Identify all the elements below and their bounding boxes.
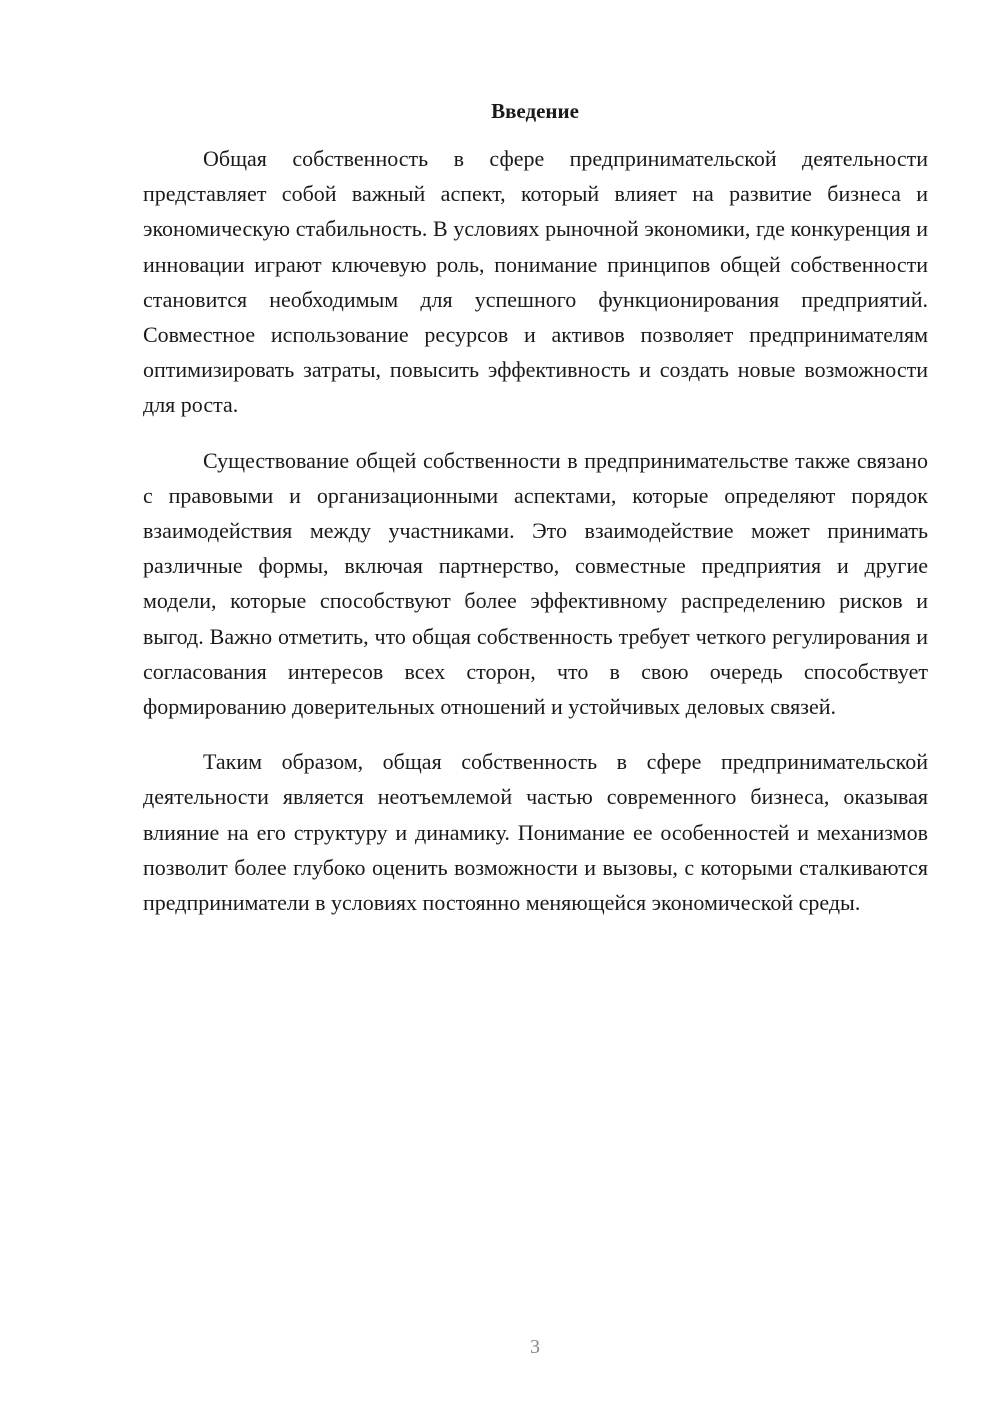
body-text	[143, 141, 928, 940]
paragraph-1: Общая собственность в сфере предпринимательской деятельности представляет собой важный аспект, который влияет на развитие бизнеса и экономическую стабильность. В условиях рыночной экономики, где конкуренция и инновации играют ключевую роль, понимание принципов общей собственности становится необходимым для успешного функционирования предприятий. Совместное использование ресурсов и активов позволяет предпринимателям оптимизировать затраты, повысить эффективность и создать новые возможности для роста.	[143, 146, 928, 418]
section-heading: Введение	[491, 99, 579, 123]
page-number: 3	[530, 1336, 540, 1358]
paragraph-3: Таким образом, общая собственность в сфере предпринимательской деятельности является неотъемлемой частью современного бизнеса, оказывая влияние на его структуру и динамику. Понимание ее особенностей и механизмов позволит более глубоко оценить возможности и вызовы, с которыми сталкиваются предприниматели в условиях постоянно меняющейся экономической среды.	[143, 749, 928, 916]
paragraph-2: Существование общей собственности в предпринимательстве также связано с правовыми и организационными аспектами, которые определяют порядок взаимодействия между участниками. Это взаимодействие может принимать различные формы, включая партнерство, совместные предприятия и другие модели, которые способствуют более эффективному распределению рисков и выгод. Важно отметить, что общая собственность требует четкого регулирования и согласования интересов всех сторон, что в свою очередь способствует формированию доверительных отношений и устойчивых деловых связей.	[143, 447, 928, 720]
